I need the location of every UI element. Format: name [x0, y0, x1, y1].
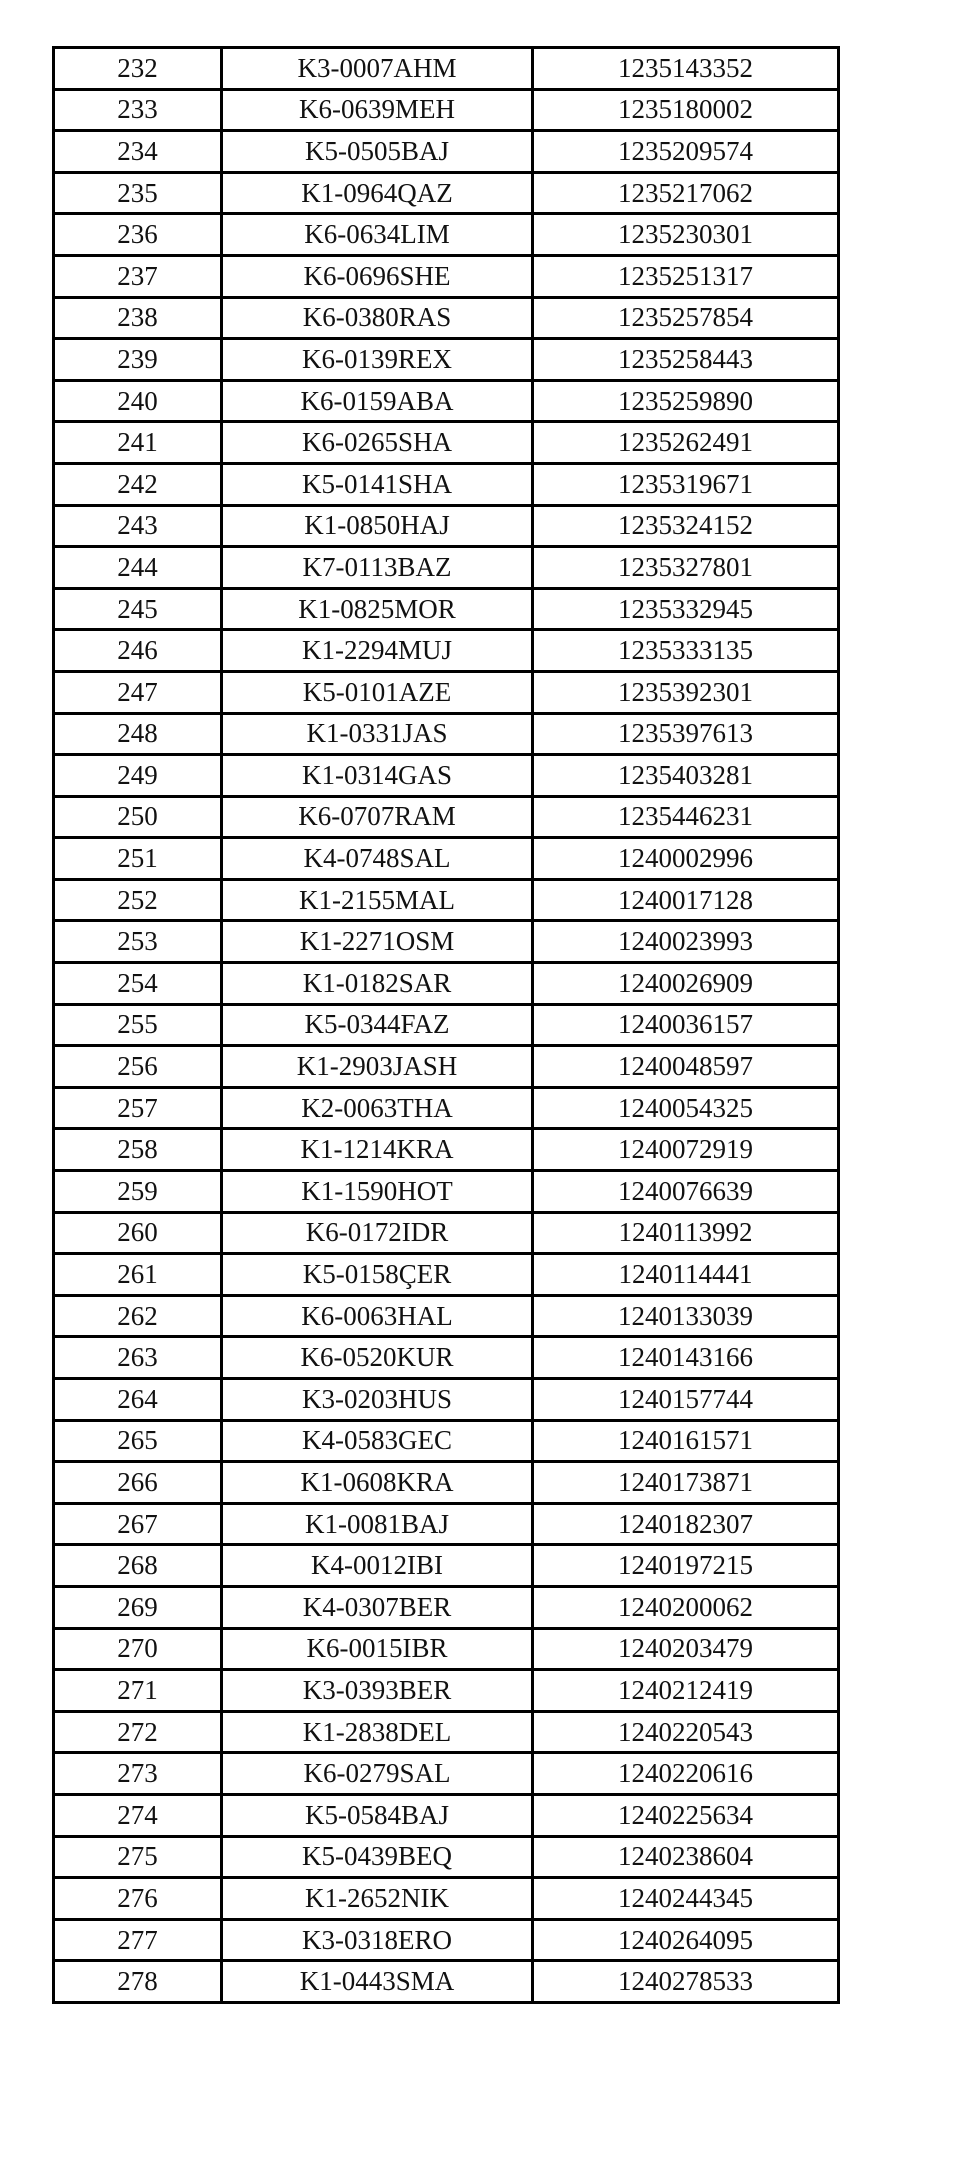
id-number-cell: 1235259890: [533, 380, 839, 422]
table-row: [54, 1212, 839, 1254]
id-number-cell: 1240220543: [533, 1711, 839, 1753]
id-number-cell: 1235251317: [533, 255, 839, 297]
code-cell: K6-0063HAL: [222, 1295, 533, 1337]
row-number-cell: 269: [54, 1586, 222, 1628]
id-number-cell: 1240048597: [533, 1046, 839, 1088]
table-row: [54, 921, 839, 963]
code-cell: K6-0015IBR: [222, 1628, 533, 1670]
id-number-cell: 1235257854: [533, 297, 839, 339]
row-number-cell: 241: [54, 422, 222, 464]
code-cell: K1-1590HOT: [222, 1171, 533, 1213]
code-cell: K3-0318ERO: [222, 1919, 533, 1961]
code-cell: K3-0393BER: [222, 1670, 533, 1712]
row-number-cell: 247: [54, 671, 222, 713]
code-cell: K4-0748SAL: [222, 838, 533, 880]
row-number-cell: 232: [54, 48, 222, 90]
code-cell: K1-1214KRA: [222, 1129, 533, 1171]
id-number-cell: 1240076639: [533, 1171, 839, 1213]
code-cell: K1-0331JAS: [222, 713, 533, 755]
row-number-cell: 261: [54, 1254, 222, 1296]
row-number-cell: 274: [54, 1794, 222, 1836]
id-number-cell: 1240023993: [533, 921, 839, 963]
table-row: [54, 1420, 839, 1462]
id-number-cell: 1240157744: [533, 1379, 839, 1421]
table-row: [54, 838, 839, 880]
table-row: [54, 1462, 839, 1504]
row-number-cell: 250: [54, 796, 222, 838]
code-cell: K1-2903JASH: [222, 1046, 533, 1088]
row-number-cell: 260: [54, 1212, 222, 1254]
id-number-cell: 1235217062: [533, 172, 839, 214]
row-number-cell: 271: [54, 1670, 222, 1712]
row-number-cell: 273: [54, 1753, 222, 1795]
row-number-cell: 257: [54, 1087, 222, 1129]
code-cell: K5-0584BAJ: [222, 1794, 533, 1836]
table-row: [54, 879, 839, 921]
id-number-cell: 1240197215: [533, 1545, 839, 1587]
table-row: [54, 1878, 839, 1920]
id-number-cell: 1235403281: [533, 755, 839, 797]
code-cell: K1-2652NIK: [222, 1878, 533, 1920]
row-number-cell: 236: [54, 214, 222, 256]
id-number-cell: 1235143352: [533, 48, 839, 90]
code-cell: K2-0063THA: [222, 1087, 533, 1129]
id-number-cell: 1240200062: [533, 1586, 839, 1628]
table-row: [54, 255, 839, 297]
table-row: [54, 1503, 839, 1545]
id-number-cell: 1240114441: [533, 1254, 839, 1296]
row-number-cell: 252: [54, 879, 222, 921]
table-row: [54, 1004, 839, 1046]
row-number-cell: 242: [54, 463, 222, 505]
table-row: [54, 422, 839, 464]
code-cell: K1-2155MAL: [222, 879, 533, 921]
id-number-cell: 1240182307: [533, 1503, 839, 1545]
code-cell: K3-0203HUS: [222, 1379, 533, 1421]
table-row: [54, 547, 839, 589]
code-cell: K1-2271OSM: [222, 921, 533, 963]
code-cell: K1-2294MUJ: [222, 630, 533, 672]
table-row: [54, 297, 839, 339]
code-cell: K6-0639MEH: [222, 89, 533, 131]
table-row: [54, 1295, 839, 1337]
code-cell: K5-0505BAJ: [222, 131, 533, 173]
records-table-body: [54, 48, 839, 2003]
id-number-cell: 1240173871: [533, 1462, 839, 1504]
row-number-cell: 270: [54, 1628, 222, 1670]
table-row: [54, 1046, 839, 1088]
table-row: [54, 1254, 839, 1296]
code-cell: K5-0101AZE: [222, 671, 533, 713]
table-row: [54, 1753, 839, 1795]
row-number-cell: 237: [54, 255, 222, 297]
row-number-cell: 253: [54, 921, 222, 963]
code-cell: K5-0439BEQ: [222, 1836, 533, 1878]
row-number-cell: 251: [54, 838, 222, 880]
id-number-cell: 1240161571: [533, 1420, 839, 1462]
table-row: [54, 463, 839, 505]
row-number-cell: 276: [54, 1878, 222, 1920]
id-number-cell: 1235446231: [533, 796, 839, 838]
id-number-cell: 1240212419: [533, 1670, 839, 1712]
table-row: [54, 1961, 839, 2003]
id-number-cell: 1235397613: [533, 713, 839, 755]
id-number-cell: 1240002996: [533, 838, 839, 880]
document-page: [52, 46, 840, 2004]
code-cell: K1-0608KRA: [222, 1462, 533, 1504]
id-number-cell: 1235262491: [533, 422, 839, 464]
id-number-cell: 1240143166: [533, 1337, 839, 1379]
row-number-cell: 267: [54, 1503, 222, 1545]
table-row: [54, 1670, 839, 1712]
table-row: [54, 1836, 839, 1878]
code-cell: K6-0279SAL: [222, 1753, 533, 1795]
code-cell: K4-0012IBI: [222, 1545, 533, 1587]
table-row: [54, 1171, 839, 1213]
code-cell: K1-0964QAZ: [222, 172, 533, 214]
code-cell: K6-0139REX: [222, 339, 533, 381]
table-row: [54, 505, 839, 547]
row-number-cell: 255: [54, 1004, 222, 1046]
table-row: [54, 380, 839, 422]
id-number-cell: 1240026909: [533, 963, 839, 1005]
id-number-cell: 1240238604: [533, 1836, 839, 1878]
table-row: [54, 1087, 839, 1129]
id-number-cell: 1240278533: [533, 1961, 839, 2003]
id-number-cell: 1240113992: [533, 1212, 839, 1254]
code-cell: K6-0265SHA: [222, 422, 533, 464]
code-cell: K6-0380RAS: [222, 297, 533, 339]
id-number-cell: 1240225634: [533, 1794, 839, 1836]
table-row: [54, 1586, 839, 1628]
code-cell: K1-0081BAJ: [222, 1503, 533, 1545]
row-number-cell: 248: [54, 713, 222, 755]
row-number-cell: 278: [54, 1961, 222, 2003]
row-number-cell: 254: [54, 963, 222, 1005]
id-number-cell: 1235332945: [533, 588, 839, 630]
id-number-cell: 1235258443: [533, 339, 839, 381]
row-number-cell: 235: [54, 172, 222, 214]
row-number-cell: 239: [54, 339, 222, 381]
code-cell: K1-2838DEL: [222, 1711, 533, 1753]
table-row: [54, 1337, 839, 1379]
table-row: [54, 48, 839, 90]
id-number-cell: 1240036157: [533, 1004, 839, 1046]
row-number-cell: 265: [54, 1420, 222, 1462]
id-number-cell: 1240220616: [533, 1753, 839, 1795]
table-row: [54, 214, 839, 256]
row-number-cell: 277: [54, 1919, 222, 1961]
row-number-cell: 245: [54, 588, 222, 630]
row-number-cell: 262: [54, 1295, 222, 1337]
table-row: [54, 1545, 839, 1587]
code-cell: K4-0307BER: [222, 1586, 533, 1628]
code-cell: K1-0825MOR: [222, 588, 533, 630]
code-cell: K4-0583GEC: [222, 1420, 533, 1462]
table-row: [54, 671, 839, 713]
row-number-cell: 256: [54, 1046, 222, 1088]
row-number-cell: 268: [54, 1545, 222, 1587]
id-number-cell: 1235230301: [533, 214, 839, 256]
code-cell: K3-0007AHM: [222, 48, 533, 90]
table-row: [54, 588, 839, 630]
table-row: [54, 1628, 839, 1670]
code-cell: K1-0182SAR: [222, 963, 533, 1005]
table-row: [54, 131, 839, 173]
row-number-cell: 234: [54, 131, 222, 173]
row-number-cell: 275: [54, 1836, 222, 1878]
code-cell: K6-0159ABA: [222, 380, 533, 422]
code-cell: K6-0634LIM: [222, 214, 533, 256]
row-number-cell: 259: [54, 1171, 222, 1213]
table-row: [54, 89, 839, 131]
table-row: [54, 172, 839, 214]
row-number-cell: 240: [54, 380, 222, 422]
code-cell: K6-0520KUR: [222, 1337, 533, 1379]
row-number-cell: 264: [54, 1379, 222, 1421]
table-row: [54, 1711, 839, 1753]
code-cell: K6-0707RAM: [222, 796, 533, 838]
code-cell: K7-0113BAZ: [222, 547, 533, 589]
table-row: [54, 1794, 839, 1836]
id-number-cell: 1235392301: [533, 671, 839, 713]
row-number-cell: 249: [54, 755, 222, 797]
code-cell: K5-0344FAZ: [222, 1004, 533, 1046]
code-cell: K1-0850HAJ: [222, 505, 533, 547]
row-number-cell: 246: [54, 630, 222, 672]
code-cell: K6-0172IDR: [222, 1212, 533, 1254]
id-number-cell: 1235324152: [533, 505, 839, 547]
table-row: [54, 339, 839, 381]
id-number-cell: 1240054325: [533, 1087, 839, 1129]
table-row: [54, 1919, 839, 1961]
id-number-cell: 1240017128: [533, 879, 839, 921]
id-number-cell: 1235209574: [533, 131, 839, 173]
table-row: [54, 1379, 839, 1421]
row-number-cell: 238: [54, 297, 222, 339]
table-row: [54, 713, 839, 755]
id-number-cell: 1235333135: [533, 630, 839, 672]
records-table: [52, 46, 840, 2004]
code-cell: K5-0141SHA: [222, 463, 533, 505]
table-row: [54, 755, 839, 797]
table-row: [54, 630, 839, 672]
row-number-cell: 233: [54, 89, 222, 131]
code-cell: K1-0314GAS: [222, 755, 533, 797]
id-number-cell: 1240072919: [533, 1129, 839, 1171]
row-number-cell: 263: [54, 1337, 222, 1379]
row-number-cell: 266: [54, 1462, 222, 1504]
row-number-cell: 243: [54, 505, 222, 547]
id-number-cell: 1240264095: [533, 1919, 839, 1961]
id-number-cell: 1240203479: [533, 1628, 839, 1670]
code-cell: K1-0443SMA: [222, 1961, 533, 2003]
row-number-cell: 258: [54, 1129, 222, 1171]
id-number-cell: 1235327801: [533, 547, 839, 589]
code-cell: K5-0158ÇER: [222, 1254, 533, 1296]
code-cell: K6-0696SHE: [222, 255, 533, 297]
table-row: [54, 963, 839, 1005]
id-number-cell: 1240244345: [533, 1878, 839, 1920]
table-row: [54, 1129, 839, 1171]
table-row: [54, 796, 839, 838]
row-number-cell: 272: [54, 1711, 222, 1753]
id-number-cell: 1235319671: [533, 463, 839, 505]
id-number-cell: 1235180002: [533, 89, 839, 131]
row-number-cell: 244: [54, 547, 222, 589]
id-number-cell: 1240133039: [533, 1295, 839, 1337]
